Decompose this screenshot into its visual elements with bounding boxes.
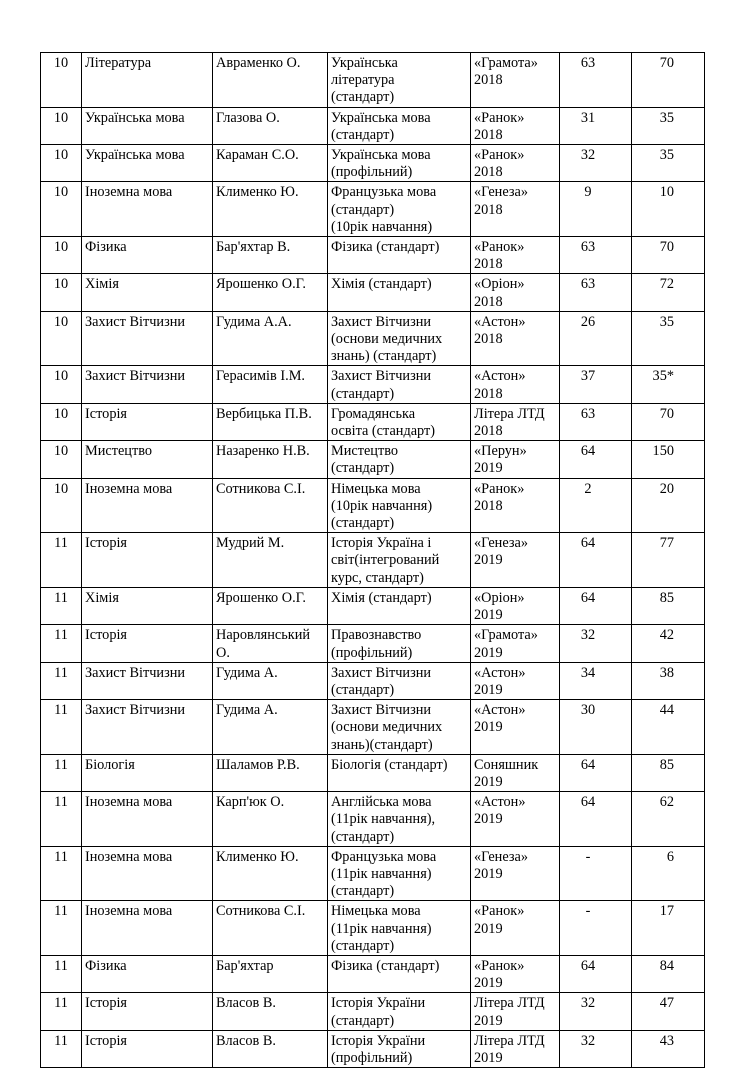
students-count-cell: 2 [560,478,632,533]
grade-cell: 11 [41,792,82,847]
publisher-year-cell: «Грамота» 2018 [471,53,560,108]
grade-cell: 10 [41,403,82,440]
author-cell: Наровлянський О. [213,625,328,662]
copies-count-cell: 35 [632,145,705,182]
subject-cell: Історія [82,403,213,440]
publisher-year-cell: «Ранок» 2018 [471,107,560,144]
subject-cell: Історія [82,993,213,1030]
copies-count-cell: 85 [632,754,705,791]
students-count-cell: 32 [560,625,632,662]
textbook-title-cell: Англійська мова (11рік навчання), (стандарт) [328,792,471,847]
subject-cell: Фізика [82,955,213,992]
publisher-year-cell: Літера ЛТД 2019 [471,1030,560,1067]
grade-cell: 11 [41,533,82,588]
table-row [41,441,705,478]
author-cell: Авраменко О. [213,53,328,108]
publisher-year-cell: Соняшник 2019 [471,754,560,791]
copies-count-cell: 35* [632,366,705,403]
students-count-cell: 63 [560,403,632,440]
subject-cell: Хімія [82,587,213,624]
subject-cell: Іноземна мова [82,182,213,237]
table-row [41,754,705,791]
students-count-cell: 64 [560,441,632,478]
author-cell: Клименко Ю. [213,182,328,237]
publisher-year-cell: «Генеза» 2019 [471,533,560,588]
students-count-cell: 32 [560,145,632,182]
publisher-year-cell: «Астон» 2019 [471,700,560,755]
subject-cell: Захист Вітчизни [82,366,213,403]
table-row [41,625,705,662]
publisher-year-cell: «Астон» 2018 [471,311,560,366]
grade-cell: 10 [41,311,82,366]
copies-count-cell: 70 [632,237,705,274]
copies-count-cell: 44 [632,700,705,755]
table-row [41,366,705,403]
subject-cell: Іноземна мова [82,478,213,533]
grade-cell: 10 [41,478,82,533]
table-row [41,1030,705,1067]
textbook-title-cell: Хімія (стандарт) [328,274,471,311]
table-row [41,107,705,144]
grade-cell: 11 [41,901,82,956]
copies-count-cell: 47 [632,993,705,1030]
copies-count-cell: 38 [632,662,705,699]
textbook-title-cell: Французька мова (11рік навчання) (стандарт) [328,846,471,901]
textbook-title-cell: Українська мова (профільний) [328,145,471,182]
copies-count-cell: 70 [632,403,705,440]
author-cell: Клименко Ю. [213,846,328,901]
table-row [41,237,705,274]
textbook-title-cell: Історія України (профільний) [328,1030,471,1067]
author-cell: Ярошенко О.Г. [213,274,328,311]
students-count-cell: - [560,846,632,901]
students-count-cell: 64 [560,955,632,992]
students-count-cell: 37 [560,366,632,403]
publisher-year-cell: «Ранок» 2019 [471,955,560,992]
students-count-cell: 63 [560,237,632,274]
copies-count-cell: 43 [632,1030,705,1067]
publisher-year-cell: «Астон» 2019 [471,662,560,699]
copies-count-cell: 72 [632,274,705,311]
copies-count-cell: 6 [632,846,705,901]
table-row [41,846,705,901]
textbook-title-cell: Захист Вітчизни (основи медичних знань) (стандарт) [328,311,471,366]
table-row [41,662,705,699]
copies-count-cell: 10 [632,182,705,237]
table-row [41,533,705,588]
author-cell: Власов В. [213,1030,328,1067]
grade-cell: 11 [41,754,82,791]
author-cell: Караман С.О. [213,145,328,182]
grade-cell: 10 [41,366,82,403]
table-row [41,587,705,624]
subject-cell: Українська мова [82,107,213,144]
publisher-year-cell: «Оріон» 2018 [471,274,560,311]
table-row [41,403,705,440]
subject-cell: Історія [82,625,213,662]
publisher-year-cell: Літера ЛТД 2018 [471,403,560,440]
students-count-cell: 64 [560,587,632,624]
students-count-cell: 64 [560,792,632,847]
author-cell: Власов В. [213,993,328,1030]
textbook-title-cell: Мистецтво (стандарт) [328,441,471,478]
subject-cell: Література [82,53,213,108]
subject-cell: Історія [82,533,213,588]
grade-cell: 10 [41,274,82,311]
table-row [41,955,705,992]
grade-cell: 10 [41,441,82,478]
students-count-cell: 64 [560,533,632,588]
author-cell: Гудима А.А. [213,311,328,366]
author-cell: Глазова О. [213,107,328,144]
table-row [41,145,705,182]
subject-cell: Захист Вітчизни [82,311,213,366]
author-cell: Герасимів І.М. [213,366,328,403]
publisher-year-cell: «Астон» 2019 [471,792,560,847]
table-row [41,478,705,533]
copies-count-cell: 85 [632,587,705,624]
students-count-cell: 34 [560,662,632,699]
subject-cell: Мистецтво [82,441,213,478]
grade-cell: 11 [41,955,82,992]
textbook-title-cell: Німецька мова (11рік навчання) (стандарт) [328,901,471,956]
author-cell: Бар'яхтар [213,955,328,992]
copies-count-cell: 70 [632,53,705,108]
textbook-title-cell: Фізика (стандарт) [328,955,471,992]
grade-cell: 10 [41,237,82,274]
subject-cell: Українська мова [82,145,213,182]
author-cell: Сотникова С.І. [213,901,328,956]
students-count-cell: - [560,901,632,956]
author-cell: Ярошенко О.Г. [213,587,328,624]
textbook-title-cell: Захист Вітчизни (стандарт) [328,366,471,403]
copies-count-cell: 20 [632,478,705,533]
subject-cell: Історія [82,1030,213,1067]
students-count-cell: 63 [560,274,632,311]
publisher-year-cell: Літера ЛТД 2019 [471,993,560,1030]
textbook-title-cell: Правознавство (профільний) [328,625,471,662]
students-count-cell: 26 [560,311,632,366]
textbook-title-cell: Французька мова (стандарт) (10рік навчання) [328,182,471,237]
subject-cell: Іноземна мова [82,846,213,901]
copies-count-cell: 84 [632,955,705,992]
grade-cell: 11 [41,700,82,755]
author-cell: Вербицька П.В. [213,403,328,440]
author-cell: Шаламов Р.В. [213,754,328,791]
textbook-title-cell: Біологія (стандарт) [328,754,471,791]
table-row [41,182,705,237]
textbook-title-cell: Захист Вітчизни (стандарт) [328,662,471,699]
students-count-cell: 30 [560,700,632,755]
textbook-table [40,52,705,1068]
copies-count-cell: 17 [632,901,705,956]
subject-cell: Біологія [82,754,213,791]
author-cell: Мудрий М. [213,533,328,588]
students-count-cell: 32 [560,993,632,1030]
grade-cell: 11 [41,993,82,1030]
grade-cell: 10 [41,107,82,144]
publisher-year-cell: «Генеза» 2018 [471,182,560,237]
students-count-cell: 63 [560,53,632,108]
table-row [41,700,705,755]
author-cell: Сотникова С.І. [213,478,328,533]
copies-count-cell: 35 [632,107,705,144]
textbook-title-cell: Хімія (стандарт) [328,587,471,624]
grade-cell: 11 [41,846,82,901]
grade-cell: 11 [41,625,82,662]
publisher-year-cell: «Оріон» 2019 [471,587,560,624]
textbook-title-cell: Громадянська освіта (стандарт) [328,403,471,440]
table-row [41,311,705,366]
textbook-title-cell: Історія України (стандарт) [328,993,471,1030]
subject-cell: Захист Вітчизни [82,700,213,755]
table-row [41,53,705,108]
publisher-year-cell: «Ранок» 2018 [471,478,560,533]
table-row [41,792,705,847]
publisher-year-cell: «Астон» 2018 [471,366,560,403]
grade-cell: 11 [41,1030,82,1067]
author-cell: Гудима А. [213,700,328,755]
copies-count-cell: 35 [632,311,705,366]
subject-cell: Фізика [82,237,213,274]
grade-cell: 10 [41,53,82,108]
copies-count-cell: 42 [632,625,705,662]
publisher-year-cell: «Перун» 2019 [471,441,560,478]
author-cell: Назаренко Н.В. [213,441,328,478]
grade-cell: 11 [41,662,82,699]
textbook-title-cell: Захист Вітчизни (основи медичних знань)(стандарт) [328,700,471,755]
table-row [41,993,705,1030]
grade-cell: 11 [41,587,82,624]
textbook-title-cell: Історія Україна і світ(інтегрований курс, стандарт) [328,533,471,588]
publisher-year-cell: «Ранок» 2019 [471,901,560,956]
author-cell: Гудима А. [213,662,328,699]
grade-cell: 10 [41,145,82,182]
students-count-cell: 64 [560,754,632,791]
table-row [41,274,705,311]
author-cell: Карп'юк О. [213,792,328,847]
publisher-year-cell: «Грамота» 2019 [471,625,560,662]
textbook-title-cell: Німецька мова (10рік навчання) (стандарт) [328,478,471,533]
textbook-title-cell: Українська література (стандарт) [328,53,471,108]
students-count-cell: 9 [560,182,632,237]
copies-count-cell: 62 [632,792,705,847]
students-count-cell: 31 [560,107,632,144]
author-cell: Бар'яхтар В. [213,237,328,274]
copies-count-cell: 150 [632,441,705,478]
textbook-title-cell: Фізика (стандарт) [328,237,471,274]
table-body [41,53,705,1068]
subject-cell: Іноземна мова [82,901,213,956]
publisher-year-cell: «Генеза» 2019 [471,846,560,901]
subject-cell: Захист Вітчизни [82,662,213,699]
subject-cell: Хімія [82,274,213,311]
grade-cell: 10 [41,182,82,237]
textbook-title-cell: Українська мова (стандарт) [328,107,471,144]
subject-cell: Іноземна мова [82,792,213,847]
publisher-year-cell: «Ранок» 2018 [471,237,560,274]
table-row [41,901,705,956]
students-count-cell: 32 [560,1030,632,1067]
publisher-year-cell: «Ранок» 2018 [471,145,560,182]
copies-count-cell: 77 [632,533,705,588]
